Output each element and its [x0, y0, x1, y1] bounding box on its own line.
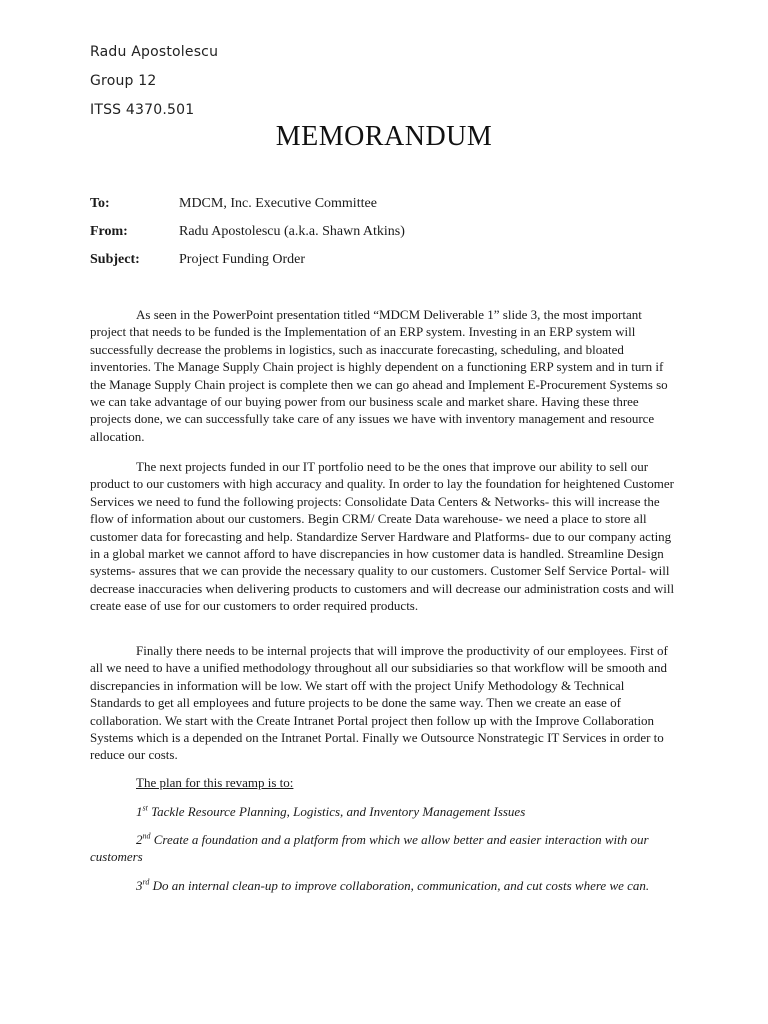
plan-item-3-suffix: rd: [142, 877, 150, 887]
body-paragraph-1: As seen in the PowerPoint presentation titled “MDCM Deliverable 1” slide 3, the most important project that needs to be funded is the Implementation of an ERP system. Investing in an ERP system will successfully decrease the problems in logistics, such as inaccurate forecasting, scheduling, and bloated inventories. The Manage Supply Chain project is highly dependent on a functioning ERP system and in turn if the Manage Supply Chain project is complete then we can go ahead and Implement E-Procurement Systems so we can take advantage of our buying power from our business scale and market share. Having these three projects done, we can successfully take care of any issues we have with inventory management and resource allocation.: [90, 307, 668, 444]
group-number: Group 12: [90, 73, 157, 89]
plan-item-1-text: Tackle Resource Planning, Logistics, and Inventory Management Issues: [147, 804, 526, 819]
plan-item-2-number: 2: [136, 832, 143, 847]
plan-item-3-number: 3: [136, 878, 143, 893]
course-code: ITSS 4370.501: [90, 102, 195, 118]
body-paragraph-2: The next projects funded in our IT portfolio need to be the ones that improve our ability to sell our product to our customers with high accuracy and quality. In order to lay the foundation for heightened Customer Services we need to fund the following projects: Consolidate Data Centers & Networks- this will increase the flow of information about our customers. Begin CRM/ Create Data warehouse- we need a place to store all customer data for forecasting and help. Standardize Server Hardware and Platforms- due to our company acting in a global market we cannot afford to have discrepancies in how customer data is handled. Streamline Design systems- assures that we can provide the necessary quality to our customers. Customer Self Service Portal- will decrease inaccuracies when delivering products to customers and will decrease our administration costs and will create ease of use for our customers to order required products.: [90, 459, 675, 614]
plan-item-1-number: 1: [136, 804, 143, 819]
plan-item-2-text: Create a foundation and a platform from which we allow better and easier interaction with our customers: [90, 832, 649, 865]
plan-item-3-text: Do an internal clean-up to improve collaboration, communication, and cut costs where we can.: [149, 878, 650, 893]
author-name: Radu Apostolescu: [90, 44, 219, 60]
body-paragraph-3: Finally there needs to be internal projects that will improve the productivity of our employees. First of all we need to have a unified methodology throughout all our subsidiaries so that workflow will be smooth and discrepancies in information will be low. We start off with the project Unify Methodology & Technical Standards to get all employees and future projects to be done the same way. Then we create an ease of collaboration. We start with the Create Intranet Portal project then follow up with the Improve Collaboration Systems which is a depended on the Intranet Portal. Finally we Outsource Nonstrategic IT Services in order to reduce our costs.: [90, 643, 668, 763]
to-value: MDCM, Inc. Executive Committee: [179, 196, 377, 211]
from-label: From:: [90, 224, 128, 239]
plan-item-3: [90, 877, 678, 894]
plan-heading: The plan for this revamp is to:: [136, 775, 294, 790]
subject-value: Project Funding Order: [179, 252, 305, 267]
plan-item-1: [90, 803, 678, 820]
plan-item-1-suffix: st: [142, 803, 148, 813]
subject-label: Subject:: [90, 252, 140, 267]
plan-item-2: [90, 831, 678, 866]
memo-title: MEMORANDUM: [275, 121, 493, 152]
to-label: To:: [90, 196, 110, 211]
from-value: Radu Apostolescu (a.k.a. Shawn Atkins): [179, 224, 405, 239]
plan-item-2-suffix: nd: [142, 831, 151, 841]
